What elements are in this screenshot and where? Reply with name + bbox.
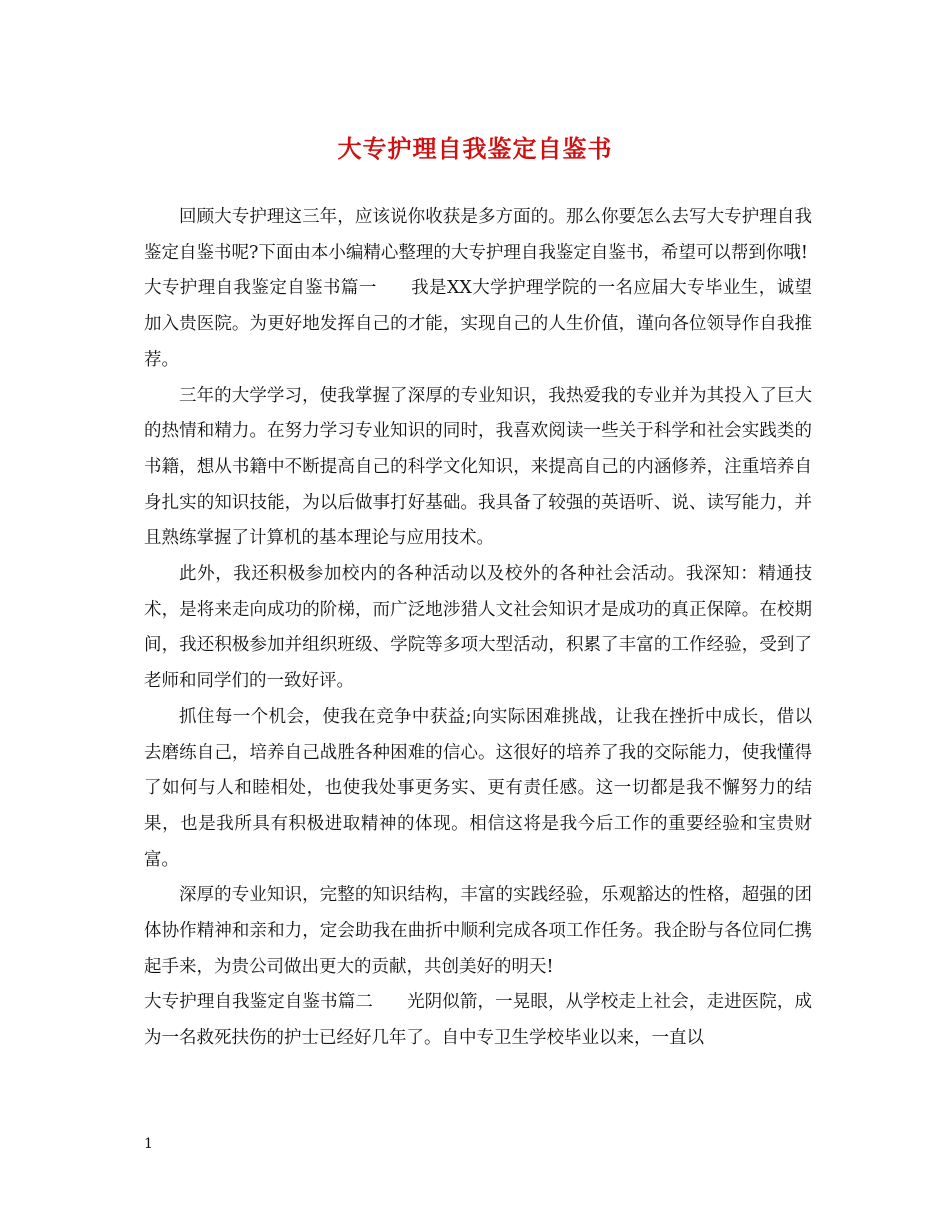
- document-title: 大专护理自我鉴定自鉴书: [337, 134, 613, 163]
- paragraph-text: 此外，我还积极参加校内的各种活动以及校外的各种社会活动。我深知：精通技术，是将来走向成功的阶梯，而广泛地涉猎人文社会知识才是成功的真正保障。在校期间，我还积极参加并组织班级、学院等多项大型活动，积累了丰富的工作经验，受到了老师和同学们的一致好评。: [144, 564, 812, 692]
- paragraph-opportunities: [144, 700, 812, 879]
- paragraph-text: 光阴似箭，一晃眼，从学校走上社会，走进医院，成为一名救死扶伤的护士已经好几年了。自中专卫生学校毕业以来，一直以: [144, 992, 813, 1049]
- paragraph-text: 回顾大专护理这三年，应该说你收获是多方面的。那么你要怎么去写大专护理自我鉴定自鉴书呢?下面由本小编精心整理的大专护理自我鉴定自鉴书，希望可以帮到你哦!: [144, 207, 812, 263]
- paragraph-conclusion: [144, 878, 812, 985]
- paragraph-activities: [144, 557, 812, 700]
- paragraph-section-two: [144, 985, 812, 1056]
- page-number: 1: [144, 1136, 153, 1152]
- document-body: [144, 200, 812, 1057]
- section-heading: 大专护理自我鉴定自鉴书篇一: [144, 278, 377, 299]
- paragraph-text: 我是XX大学护理学院的一名应届大专毕业生，诚望加入贵医院。为更好地发挥自己的才能，实现自己的人生价值，谨向各位领导作自我推荐。: [144, 278, 812, 370]
- paragraph-study: [144, 379, 812, 558]
- section-heading: 大专护理自我鉴定自鉴书篇二: [144, 992, 373, 1013]
- paragraph-text: 三年的大学学习，使我掌握了深厚的专业知识，我热爱我的专业并为其投入了巨大的热情和精力。在努力学习专业知识的同时，我喜欢阅读一些关于科学和社会实践类的书籍，想从书籍中不断提高自己的科学文化知识，来提高自己的内涵修养，注重培养自身扎实的知识技能，为以后做事打好基础。我具备了较强的英语听、说、读写能力，并且熟练掌握了计算机的基本理论与应用技术。: [144, 385, 812, 549]
- paragraph-text: 抓住每一个机会，使我在竞争中获益;向实际困难挑战，让我在挫折中成长，借以去磨练自己，培养自己战胜各种困难的信心。这很好的培养了我的交际能力，使我懂得了如何与人和睦相处，也使我处事更务实、更有责任感。这一切都是我不懈努力的结果，也是我所具有积极进取精神的体现。相信这将是我今后工作的重要经验和宝贵财富。: [144, 706, 812, 870]
- paragraph-section-one: [144, 271, 812, 378]
- paragraph-intro: [144, 200, 812, 271]
- paragraph-text: 深厚的专业知识，完整的知识结构，丰富的实践经验，乐观豁达的性格，超强的团体协作精神和亲和力，定会助我在曲折中顺利完成各项工作任务。我企盼与各位同仁携起手来，为贵公司做出更大的贡献，共创美好的明天!: [144, 885, 812, 977]
